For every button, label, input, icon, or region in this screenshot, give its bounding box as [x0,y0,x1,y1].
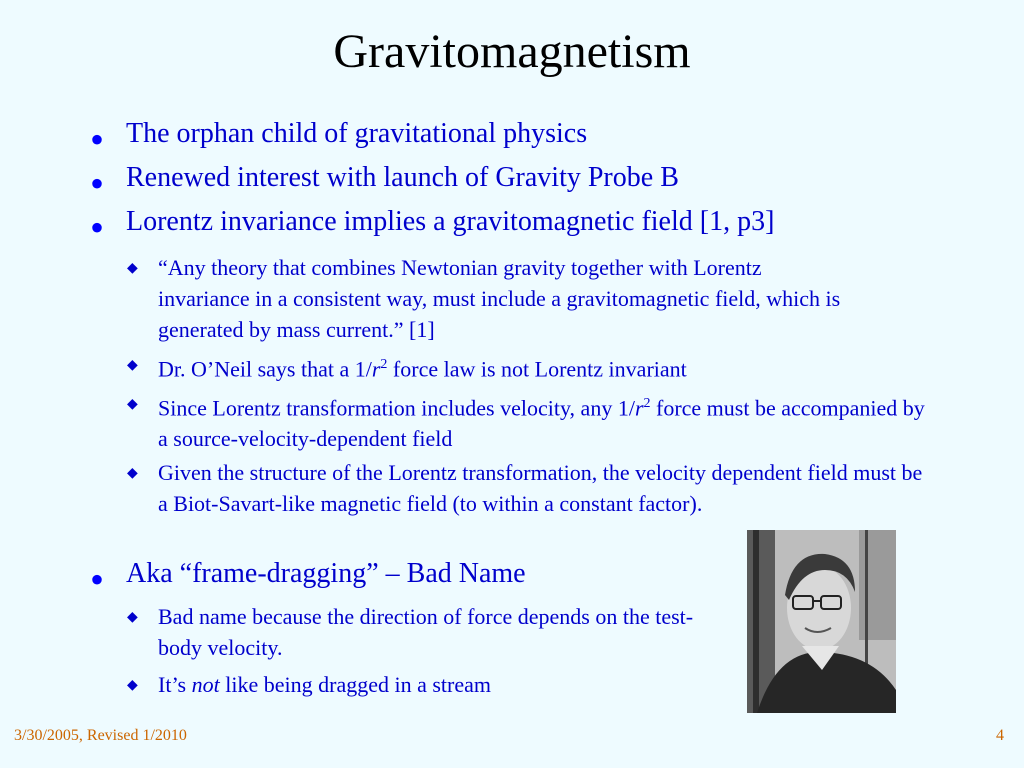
sub-bullet-velocity: Since Lorentz transformation includes velocity, any $1/r^2$ force must be accompanied by a source-velocity-dependent field [158,395,925,452]
slide-number: 4 [996,727,1004,744]
diamond-bullet-icon: ◆ [127,610,138,625]
portrait-illustration [747,530,896,713]
sub-bullet-quote: “Any theory that combines Newtonian gravity together with Lorentz invariance in a consistent way, must include a gravitomagnetic field, which is generated by mass current.” [1] [158,255,841,342]
diamond-bullet-icon: ◆ [127,678,138,693]
bullet-frame-dragging: Aka “frame-dragging” – Bad Name [126,558,526,589]
diamond-bullet-icon: ◆ [127,261,138,276]
diamond-bullet-icon: ◆ [127,358,138,373]
sub-bullet-bad-name: Bad name because the direction of force depends on the test-body velocity. [158,604,694,660]
bullet-marker: • [90,117,105,162]
sub-bullet-structure: Given the structure of the Lorentz transformation, the velocity dependent field must be a Biot-Savart-like magnetic field (to within a constant factor). [158,460,923,516]
diamond-bullet-icon: ◆ [127,466,138,481]
bullet-marker: • [90,205,105,250]
slide-title: Gravitomagnetism [333,25,691,78]
footer-date: 3/30/2005, Revised 1/2010 [14,727,187,744]
sub-bullet-oneil: Dr. O’Neil says that a $1/r^2$ force law is not Lorentz invariant [158,356,687,382]
bullet-lorentz-invariance: Lorentz invariance implies a gravitomagnetic field [1, p3] [126,206,775,237]
bullet-marker: • [90,161,105,206]
bullet-marker: • [90,557,105,602]
sub-bullet-dragged-stream: It’s not like being dragged in a stream [158,672,491,697]
bullet-orphan-child: The orphan child of gravitational physics [126,118,588,149]
portrait-photo [747,530,896,713]
bullet-gravity-probe-b: Renewed interest with launch of Gravity Probe B [126,162,679,193]
diamond-bullet-icon: ◆ [127,397,138,412]
